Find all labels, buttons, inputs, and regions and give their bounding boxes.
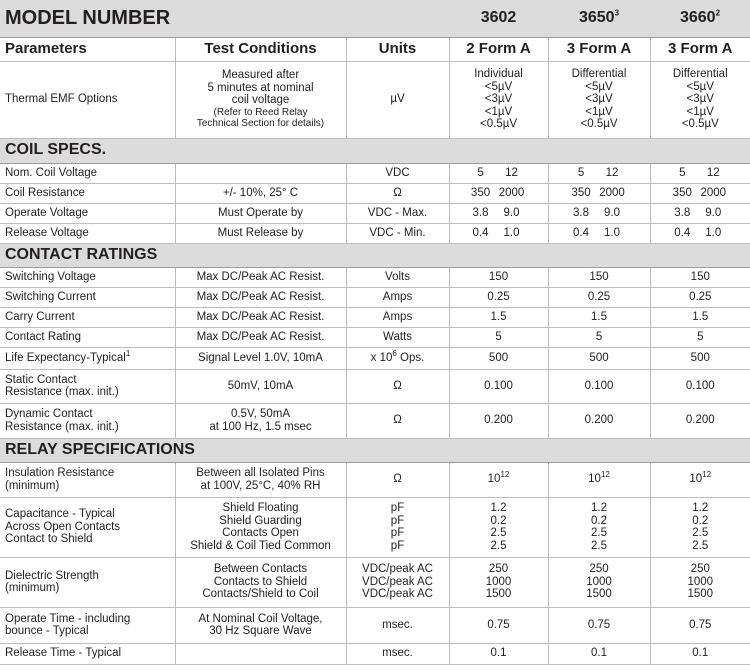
unit: msec.	[346, 607, 449, 643]
value-cell: 0.1	[449, 643, 548, 664]
value-cell: 3.8 9.0	[548, 203, 650, 223]
section-title: CONTACT RATINGS	[0, 243, 750, 267]
value-cell: $10^{12}$	[548, 462, 650, 497]
value-cell: 5	[449, 327, 548, 347]
operate-time-row	[0, 607, 750, 643]
param-label: Switching Voltage	[0, 267, 175, 287]
form-header: 3 Form A	[650, 37, 750, 61]
test-condition: At Nominal Coil Voltage, 30 Hz Square Wave	[175, 607, 346, 643]
value-cell: 0.100	[650, 369, 750, 403]
thermal-emf-row	[0, 61, 750, 138]
value-cell: 5	[548, 327, 650, 347]
unit: VDC/peak AC VDC/peak AC VDC/peak AC	[346, 557, 449, 607]
model-number-header-row	[0, 0, 750, 37]
unit: Ω	[346, 403, 449, 438]
param-label: Life Expectancy-Typical$^1$	[0, 347, 175, 369]
coil-specs-band	[0, 138, 750, 163]
test-condition: +/- 10%, 25° C	[175, 183, 346, 203]
column-header-row	[0, 37, 750, 61]
param-label: Contact Rating	[0, 327, 175, 347]
test-condition: 0.5V, 50mA at 100 Hz, 1.5 msec	[175, 403, 346, 438]
coil-spec-row	[0, 203, 750, 223]
value-cell: 150	[650, 267, 750, 287]
unit: Ω	[346, 369, 449, 403]
value-cell: 3.8 9.0	[449, 203, 548, 223]
param-label: Release Voltage	[0, 223, 175, 243]
unit: Watts	[346, 327, 449, 347]
param-label: Release Time - Typical	[0, 643, 175, 664]
value-cell: $10^{12}$	[650, 462, 750, 497]
dynamic-contact-resistance-row	[0, 403, 750, 438]
model-3602: 3602	[449, 0, 548, 37]
value-cell: 5 12	[548, 163, 650, 183]
units-header: Units	[346, 37, 449, 61]
value-cell: 0.75	[548, 607, 650, 643]
value-cell: 350 2000	[548, 183, 650, 203]
unit: VDC - Max.	[346, 203, 449, 223]
model-number-title: MODEL NUMBER	[0, 0, 449, 37]
value-cell: 0.1	[650, 643, 750, 664]
param-label: Switching Current	[0, 287, 175, 307]
unit: msec.	[346, 643, 449, 664]
unit: Ω	[346, 183, 449, 203]
value-cell: Individual <5µV <3µV <1µV <0.5µV	[449, 61, 548, 138]
unit: pF pF pF pF	[346, 497, 449, 557]
value-cell: 150	[548, 267, 650, 287]
test-condition: Between all Isolated Pins at 100V, 25°C, 40% RH	[175, 462, 346, 497]
value-cell: Differential <5µV <3µV <1µV <0.5µV	[650, 61, 750, 138]
contact-rating-row	[0, 287, 750, 307]
value-cell: 0.200	[650, 403, 750, 438]
section-title: COIL SPECS.	[0, 138, 750, 163]
value-cell: 250 1000 1500	[650, 557, 750, 607]
param-label: Insulation Resistance (minimum)	[0, 462, 175, 497]
value-cell: 0.25	[548, 287, 650, 307]
value-cell: 0.25	[449, 287, 548, 307]
value-cell: 0.200	[449, 403, 548, 438]
value-cell: 500	[449, 347, 548, 369]
relay-specifications-band	[0, 438, 750, 462]
coil-spec-row	[0, 163, 750, 183]
capacitance-row	[0, 497, 750, 557]
param-label: Dynamic Contact Resistance (max. init.)	[0, 403, 175, 438]
test-condition: Signal Level 1.0V, 10mA	[175, 347, 346, 369]
section-title: RELAY SPECIFICATIONS	[0, 438, 750, 462]
unit: Ω	[346, 462, 449, 497]
unit: x $10^6$ Ops.	[346, 347, 449, 369]
value-cell: 0.4 1.0	[650, 223, 750, 243]
unit: VDC	[346, 163, 449, 183]
param-label: Operate Time - including bounce - Typical	[0, 607, 175, 643]
contact-rating-row	[0, 307, 750, 327]
param-label: Dielectric Strength (minimum)	[0, 557, 175, 607]
model-3660: 3660$^2$	[650, 0, 750, 37]
form-header: 3 Form A	[548, 37, 650, 61]
test-condition: Shield Floating Shield Guarding Contacts Open Shield & Coil Tied Common	[175, 497, 346, 557]
value-cell: 1.5	[650, 307, 750, 327]
unit: VDC - Min.	[346, 223, 449, 243]
value-cell: 1.5	[548, 307, 650, 327]
value-cell: 350 2000	[650, 183, 750, 203]
param-label: Carry Current	[0, 307, 175, 327]
value-cell: 0.100	[449, 369, 548, 403]
unit: Amps	[346, 287, 449, 307]
value-cell: 150	[449, 267, 548, 287]
test-condition: Must Operate by	[175, 203, 346, 223]
value-cell: Differential <5µV <3µV <1µV <0.5µV	[548, 61, 650, 138]
static-contact-resistance-row	[0, 369, 750, 403]
value-cell: 1.5	[449, 307, 548, 327]
unit: µV	[346, 61, 449, 138]
value-cell: 0.4 1.0	[548, 223, 650, 243]
test-condition: Measured after 5 minutes at nominal coil voltage (Refer to Reed Relay Technical Section for details)	[175, 61, 346, 138]
value-cell: 350 2000	[449, 183, 548, 203]
coil-spec-row	[0, 223, 750, 243]
life-expectancy-row	[0, 347, 750, 369]
form-header: 2 Form A	[449, 37, 548, 61]
coil-spec-row	[0, 183, 750, 203]
value-cell: 0.4 1.0	[449, 223, 548, 243]
value-cell: 0.1	[548, 643, 650, 664]
test-condition: Max DC/Peak AC Resist.	[175, 307, 346, 327]
test-condition	[175, 163, 346, 183]
release-time-row	[0, 643, 750, 664]
param-label: Thermal EMF Options	[0, 61, 175, 138]
value-cell: 500	[548, 347, 650, 369]
value-cell: 0.75	[449, 607, 548, 643]
test-condition: Must Release by	[175, 223, 346, 243]
unit: Amps	[346, 307, 449, 327]
param-label: Coil Resistance	[0, 183, 175, 203]
value-cell: 5 12	[650, 163, 750, 183]
insulation-resistance-row	[0, 462, 750, 497]
parameters-header: Parameters	[0, 37, 175, 61]
test-condition: Between Contacts Contacts to Shield Contacts/Shield to Coil	[175, 557, 346, 607]
dielectric-strength-row	[0, 557, 750, 607]
param-label: Operate Voltage	[0, 203, 175, 223]
value-cell: 0.100	[548, 369, 650, 403]
value-cell: 5 12	[449, 163, 548, 183]
contact-ratings-band	[0, 243, 750, 267]
value-cell: 3.8 9.0	[650, 203, 750, 223]
value-cell: 500	[650, 347, 750, 369]
param-label: Static Contact Resistance (max. init.)	[0, 369, 175, 403]
value-cell: 0.25	[650, 287, 750, 307]
value-cell: 5	[650, 327, 750, 347]
contact-rating-row	[0, 267, 750, 287]
value-cell: 0.75	[650, 607, 750, 643]
value-cell: 1.2 0.2 2.5 2.5	[548, 497, 650, 557]
contact-rating-row	[0, 327, 750, 347]
value-cell: 0.200	[548, 403, 650, 438]
unit: Volts	[346, 267, 449, 287]
test-condition: 50mV, 10mA	[175, 369, 346, 403]
test-conditions-header: Test Conditions	[175, 37, 346, 61]
param-label: Capacitance - Typical Across Open Contacts Contact to Shield	[0, 497, 175, 557]
param-label: Nom. Coil Voltage	[0, 163, 175, 183]
value-cell: $10^{12}$	[449, 462, 548, 497]
value-cell: 1.2 0.2 2.5 2.5	[449, 497, 548, 557]
test-condition: Max DC/Peak AC Resist.	[175, 267, 346, 287]
value-cell: 250 1000 1500	[449, 557, 548, 607]
model-3650: 3650$^3$	[548, 0, 650, 37]
test-condition: Max DC/Peak AC Resist.	[175, 327, 346, 347]
value-cell: 1.2 0.2 2.5 2.5	[650, 497, 750, 557]
test-condition: Max DC/Peak AC Resist.	[175, 287, 346, 307]
value-cell: 250 1000 1500	[548, 557, 650, 607]
test-condition	[175, 643, 346, 664]
